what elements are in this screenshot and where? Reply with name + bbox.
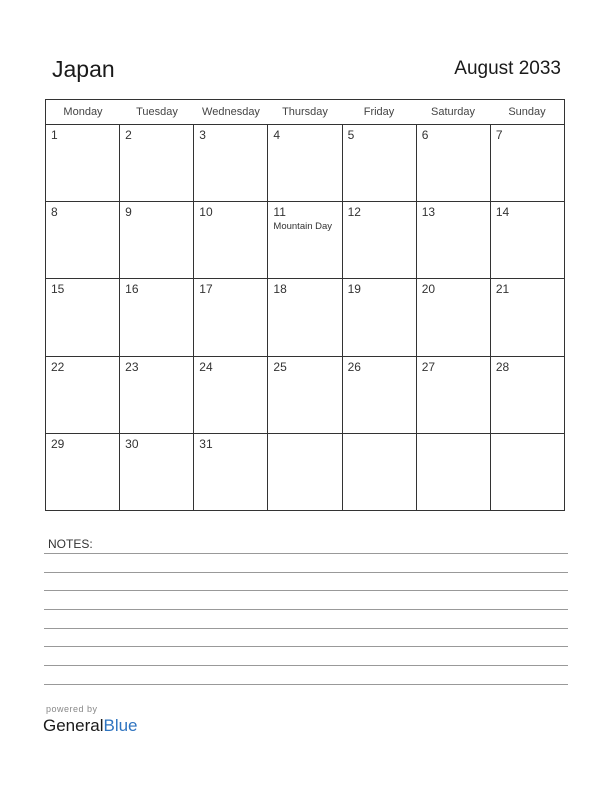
- day-number: 15: [51, 282, 65, 297]
- notes-label: NOTES:: [48, 537, 93, 551]
- day-number: 8: [51, 205, 58, 220]
- day-number: 2: [125, 128, 132, 142]
- day-number: 6: [421, 128, 429, 142]
- day-cell: [46, 434, 120, 511]
- day-cell: [46, 357, 120, 433]
- weekday-monday: Monday: [63, 106, 103, 118]
- day-cell: [417, 125, 491, 201]
- weekday-saturday: Saturday: [430, 106, 476, 118]
- day-cell: [120, 279, 194, 355]
- day-cell: [343, 434, 417, 511]
- day-cell: [417, 279, 491, 355]
- weekday-thursday: Thursday: [282, 106, 328, 118]
- day-number: 13: [421, 205, 436, 220]
- day-number: 17: [199, 282, 213, 297]
- day-cell: [268, 357, 342, 433]
- day-number: 30: [125, 436, 139, 451]
- day-number: 20: [421, 282, 436, 297]
- day-cell: [417, 357, 491, 433]
- day-number: 25: [273, 359, 287, 374]
- day-number: 23: [125, 359, 139, 374]
- day-number: 14: [495, 205, 510, 220]
- week-row-5: [46, 434, 564, 511]
- week-row-3: [46, 279, 564, 356]
- day-number: 5: [347, 128, 355, 142]
- holiday-label: Mountain Day: [273, 221, 333, 233]
- week-row-2: [46, 202, 564, 279]
- day-number: 19: [347, 282, 361, 297]
- weekday-wednesday: Wednesday: [202, 106, 260, 118]
- note-line: [44, 609, 568, 610]
- note-line: [44, 628, 568, 629]
- day-cell: [417, 202, 491, 278]
- weekday-sunday: Sunday: [508, 106, 546, 118]
- day-number: 16: [125, 282, 139, 297]
- day-number: 26: [347, 359, 361, 374]
- brand-logo: [43, 716, 138, 736]
- day-number: 1: [51, 128, 58, 142]
- day-number: 10: [199, 205, 213, 220]
- day-number: 18: [273, 282, 287, 297]
- country-title: Japan: [52, 56, 115, 82]
- day-number: 3: [199, 128, 206, 142]
- day-cell: [46, 279, 120, 355]
- note-line: [44, 665, 568, 666]
- week-row-1: [46, 125, 564, 202]
- day-number: 7: [495, 128, 503, 142]
- note-line: [44, 553, 568, 554]
- day-cell: [343, 202, 417, 278]
- day-number: 9: [125, 205, 132, 220]
- day-cell: [491, 279, 564, 355]
- day-cell: [268, 434, 342, 511]
- day-cell: [491, 125, 564, 201]
- weekday-tuesday: Tuesday: [136, 106, 178, 118]
- note-line: [44, 572, 568, 573]
- day-number: 28: [495, 359, 510, 374]
- day-cell: [120, 125, 194, 201]
- day-number: 21: [495, 282, 510, 297]
- note-line: [44, 590, 568, 591]
- day-cell: [194, 202, 268, 278]
- note-line: [44, 646, 568, 647]
- day-number: 4: [273, 128, 281, 142]
- day-cell: [491, 357, 564, 433]
- note-line: [44, 684, 568, 685]
- day-cell: [491, 434, 564, 511]
- day-number: 29: [51, 436, 65, 451]
- day-number: 11: [273, 205, 286, 220]
- day-cell: [343, 125, 417, 201]
- day-cell: [194, 125, 268, 201]
- day-number: 24: [199, 359, 213, 374]
- brand-part-blue: Blue: [103, 716, 138, 735]
- month-year-title: August 2033: [454, 58, 561, 79]
- powered-by-text: powered by: [46, 704, 98, 714]
- day-cell: [46, 202, 120, 278]
- day-number: 31: [199, 436, 213, 451]
- day-cell: [491, 202, 564, 278]
- day-number: 22: [51, 359, 65, 374]
- day-cell: [268, 279, 342, 355]
- day-cell: [343, 279, 417, 355]
- day-cell: [268, 202, 342, 278]
- day-cell: [46, 125, 120, 201]
- day-cell: [120, 434, 194, 511]
- day-number: 12: [347, 205, 361, 220]
- calendar-grid: [45, 99, 565, 511]
- day-cell: [417, 434, 491, 511]
- weekday-friday: Friday: [363, 106, 395, 118]
- day-cell: [343, 357, 417, 433]
- day-cell: [120, 357, 194, 433]
- day-cell: [268, 125, 342, 201]
- day-cell: [194, 434, 268, 511]
- week-row-4: [46, 357, 564, 434]
- day-cell: [194, 357, 268, 433]
- brand-part-general: General: [43, 716, 104, 735]
- weekday-header-row: [46, 100, 564, 125]
- day-cell: [120, 202, 194, 278]
- day-number: 27: [421, 359, 436, 374]
- day-cell: [194, 279, 268, 355]
